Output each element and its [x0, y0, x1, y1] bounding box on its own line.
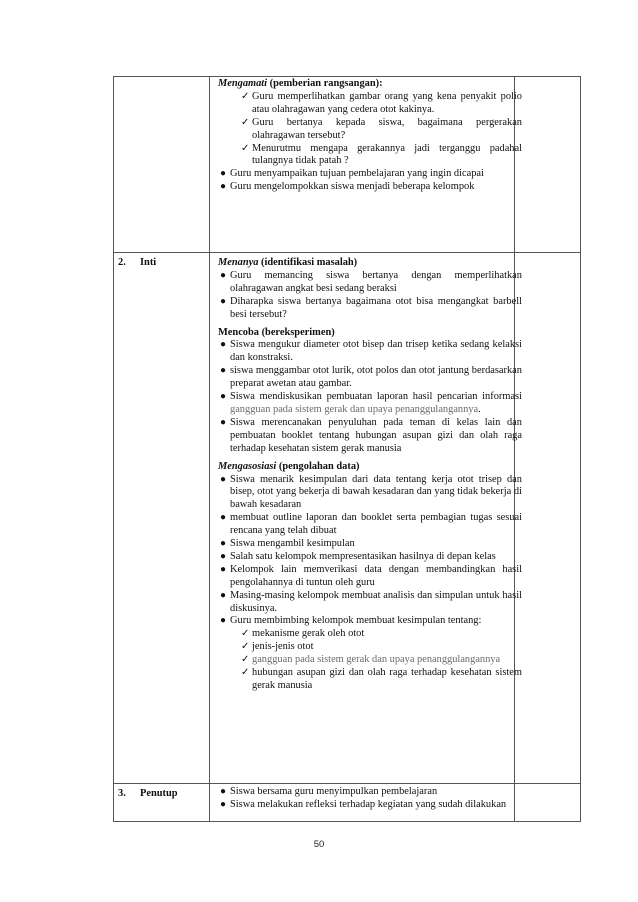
row-3-content: [218, 786, 522, 812]
bullet-icon: ●: [220, 798, 227, 810]
checkmark-icon: ✓: [241, 90, 250, 102]
list-item: ● Guru menyampaikan tujuan pembelajaran yang ingin dicapai: [220, 168, 484, 180]
bullet-icon: ●: [220, 550, 227, 562]
list-item: ✓ mekanisme gerak oleh otot: [241, 628, 365, 640]
section-mencoba: [218, 327, 522, 456]
list-item: ● Masing-masing kelompok membuat analisis dan simpulan untuk hasil diskusinya.: [220, 589, 522, 614]
list-item: ✓ Guru memperlihatkan gambar orang yang kena penyakit polio atau olahragawan yang cedera otot kakinya.: [241, 90, 522, 115]
list-item: ● Siswa mengambil kesimpulan: [220, 538, 355, 550]
list-item: ● Siswa mendiskusikan pembuatan laporan hasil pencarian informasi gangguan pada sistem gerak dan upaya penanggulangannya.: [220, 391, 522, 415]
checkmark-icon: ✓: [241, 641, 250, 653]
list-item: ✓ hubungan asupan gizi dan olah raga terhadap kesehatan sistem gerak manusia: [241, 667, 522, 691]
list-item: ● Siswa bersama guru menyimpulkan pembelajaran: [220, 786, 438, 797]
bullet-icon: ●: [220, 365, 227, 377]
bullet-icon: ●: [220, 615, 227, 627]
section-heading: Mengamati (pemberian rangsangan):: [218, 78, 383, 89]
list-item: ✓ Menurutmu mengapa gerakannya jadi terganggu padahal tulangnya tidak patah ?: [241, 142, 522, 167]
list-item: ● Siswa melakukan refleksi terhadap kegiatan yang sudah dilakukan: [220, 798, 507, 810]
bullet-icon: ●: [220, 295, 227, 307]
bullet-icon: ●: [220, 786, 227, 797]
bullet-icon: ●: [220, 181, 227, 193]
section-heading: Menanya (identifikasi masalah): [218, 257, 358, 268]
activity-table: [113, 76, 581, 822]
checkmark-icon: ✓: [241, 667, 250, 679]
page-number: 50: [313, 839, 325, 850]
column-divider-stage: [209, 77, 210, 821]
list-item: ● Guru memancing siswa bertanya dengan memperlihatkan olahragawan angkat besi sedang beraksi: [220, 269, 522, 294]
checkmark-icon: ✓: [241, 142, 250, 154]
list-item: ✓ Guru bertanya kepada siswa, bagaimana pergerakan olahragawan tersebut?: [241, 116, 522, 141]
list-item: ✓ jenis-jenis otot: [241, 641, 314, 653]
stage-label-inti: 2. Inti: [118, 257, 157, 268]
row-1-content: [218, 78, 522, 194]
bullet-icon: ●: [220, 538, 227, 550]
list-item: ● Kelompok lain memverikasi data dengan membandingkan hasil pengolahannya di tuntun oleh guru: [220, 563, 522, 588]
list-item: ● Siswa merencanakan penyuluhan pada teman di kelas lain dan pembuatan booklet tentang hubungan asupan gizi dan olah raga terhadap kesehatan sistem gerak manusia: [220, 416, 522, 454]
bullet-icon: ●: [220, 339, 227, 351]
list-item: ● Guru mengelompokkan siswa menjadi beberapa kelompok: [220, 181, 475, 193]
section-heading: Mencoba (bereksperimen): [218, 326, 335, 338]
list-item: ● Diharapka siswa bertanya bagaimana otot bisa mengangkat barbell besi tersebut?: [220, 295, 522, 320]
row-2-content: [218, 257, 522, 698]
bullet-icon: ●: [220, 589, 227, 601]
section-heading: Mengasosiasi (pengolahan data): [218, 460, 360, 472]
section-menanya: [218, 257, 522, 322]
row-divider-1: [114, 252, 580, 253]
list-item: ● Guru membimbing kelompok membuat kesimpulan tentang:: [220, 615, 482, 627]
bullet-icon: ●: [220, 473, 227, 485]
checkmark-icon: ✓: [241, 654, 250, 666]
checkmark-icon: ✓: [241, 116, 250, 128]
section-mengasosiasi: [218, 461, 522, 693]
bullet-icon: ●: [220, 563, 227, 575]
bullet-icon: ●: [220, 416, 227, 428]
list-item: ● Salah satu kelompok mempresentasikan hasilnya di depan kelas: [220, 550, 496, 562]
stage-label-penutup: 3. Penutup: [118, 788, 178, 799]
bullet-icon: ●: [220, 269, 227, 281]
list-item: ● membuat outline laporan dan booklet serta pembagian tugas sesuai rencana yang telah dibuat: [220, 512, 522, 537]
list-item: ● Siswa menarik kesimpulan dari data tentang kerja otot trisep dan bisep, otot yang bekerja di bawah kesadaran dan yang tidak bekerja di bawah kesadaran: [220, 473, 522, 511]
list-item: ● Siswa mengukur diameter otot bisep dan trisep ketika sedang kelaksi dan konstraksi.: [220, 339, 522, 364]
list-item: ✓ gangguan pada sistem gerak dan upaya penanggulangannya: [241, 654, 501, 666]
row-divider-2: [114, 783, 580, 784]
list-item: ● siswa menggambar otot lurik, otot polos dan otot jantung berdasarkan preparat awetan atau gambar.: [220, 365, 522, 390]
bullet-icon: ●: [220, 512, 227, 524]
bullet-icon: ●: [220, 391, 227, 403]
checkmark-icon: ✓: [241, 628, 250, 640]
bullet-icon: ●: [220, 168, 227, 180]
